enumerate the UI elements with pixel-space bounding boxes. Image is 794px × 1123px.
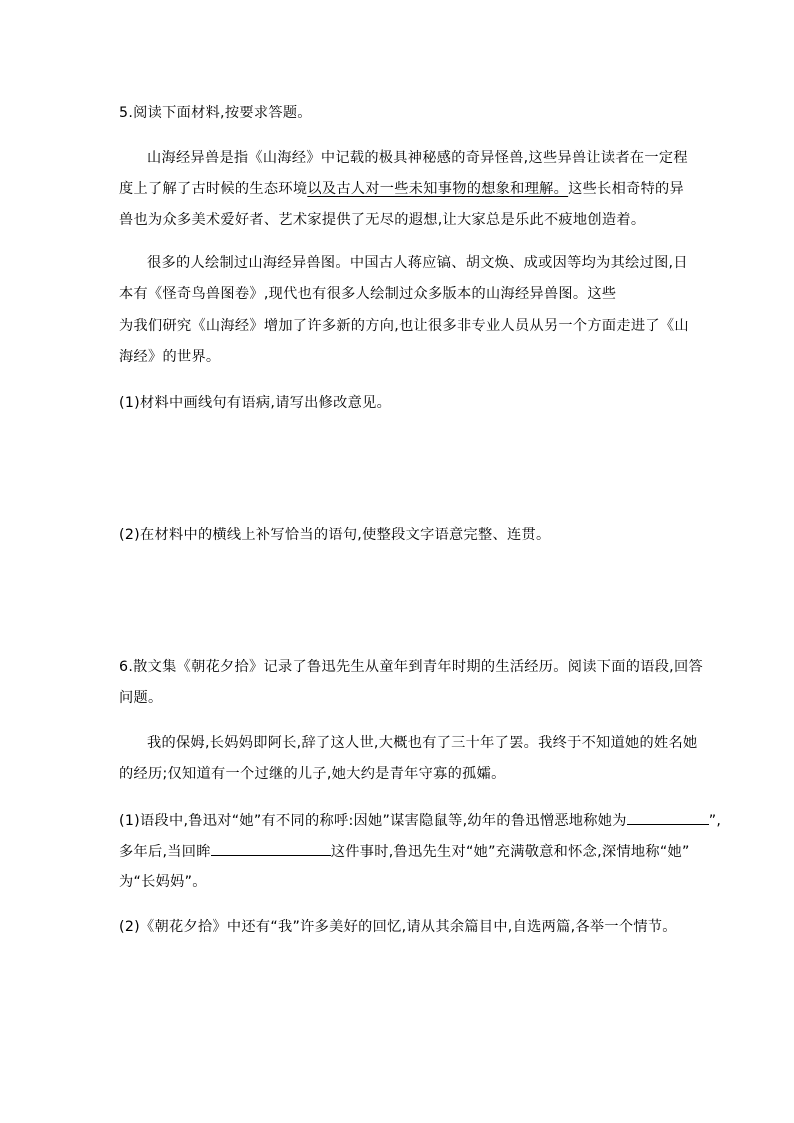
q6-subquestion-2: (2)《朝花夕拾》中还有“我”许多美好的回忆,请从其余篇目中,自选两篇,各举一个情节。 bbox=[119, 919, 677, 935]
question-6-title-line2: 问题。 bbox=[119, 690, 163, 706]
answer-blank-2[interactable] bbox=[211, 841, 331, 856]
q5-material-p2-line4: 海经》的世界。 bbox=[119, 349, 221, 365]
q5-material-p1-line1: 山海经异兽是指《山海经》中记载的极具神秘感的奇异怪兽,这些异兽让读者在一定程 bbox=[147, 150, 688, 166]
q5-subquestion-1: (1)材料中画线句有语病,请写出修改意见。 bbox=[119, 395, 392, 411]
underlined-sentence: 以及古人对一些未知事物的想象和理解。 bbox=[307, 181, 569, 197]
q6-passage-line2: 的经历;仅知道有一个过继的儿子,她大约是青年守寡的孤孀。 bbox=[119, 766, 506, 782]
question-6-title-line1: 6.散文集《朝花夕拾》记录了鲁迅先生从童年到青年时期的生活经历。阅读下面的语段,回答 bbox=[119, 659, 703, 675]
question-5-title: 5.阅读下面材料,按要求答题。 bbox=[119, 105, 312, 121]
q5-subquestion-2: (2)在材料中的横线上补写恰当的语句,使整段文字语意完整、连贯。 bbox=[119, 527, 551, 543]
q6-subquestion-1-line1: (1)语段中,鲁迅对“她”有不同的称呼:因她”谋害隐鼠等,幼年的鲁迅憎恶地称她为 ”, bbox=[119, 810, 721, 831]
q6-subquestion-1-line2: 多年后,当回眸 这件事时,鲁迅先生对“她”充满敬意和怀念,深情地称“她” bbox=[119, 841, 690, 862]
q5-material-p2-line1: 很多的人绘制过山海经异兽图。中国古人蒋应镐、胡文焕、成或因等均为其绘过图,日 bbox=[147, 255, 688, 271]
q5-material-p1-line3: 兽也为众多美术爱好者、艺术家提供了无尽的遐想,让大家总是乐此不疲地创造着。 bbox=[119, 212, 646, 228]
q6-passage-line1: 我的保姆,长妈妈即阿长,辞了这人世,大概也有了三十年了罢。我终于不知道她的姓名她 bbox=[147, 735, 698, 751]
q5-material-p2-line3: 为我们研究《山海经》增加了许多新的方向,也让很多非专业人员从另一个方面走进了《山 bbox=[119, 318, 689, 334]
q6-subquestion-1-line3: 为“长妈妈”。 bbox=[119, 874, 207, 890]
answer-blank-1[interactable] bbox=[627, 810, 709, 825]
q5-material-p1-line2: 度上了解了古时候的生态环境以及古人对一些未知事物的想象和理解。这些长相奇特的异 bbox=[119, 181, 685, 197]
q5-material-p2-line2: 本有《怪奇鸟兽图卷》,现代也有很多人绘制过众多版本的山海经异兽图。这些 bbox=[119, 286, 617, 302]
